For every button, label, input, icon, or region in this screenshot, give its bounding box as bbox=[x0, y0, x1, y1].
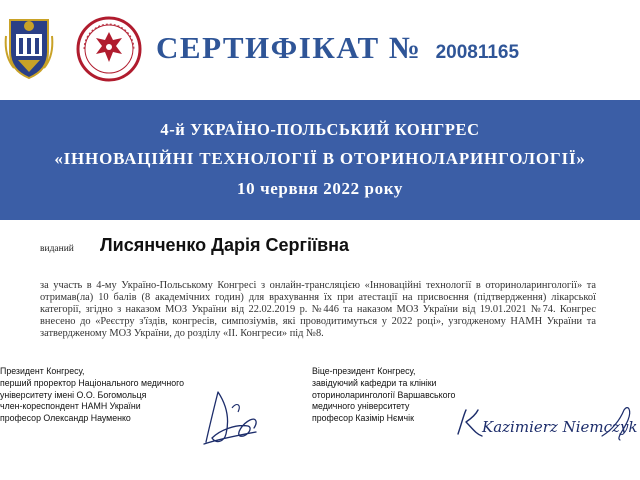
certificate-number: 20081165 bbox=[435, 42, 520, 63]
signatory-left-title: член-кореспондент НАМН України bbox=[0, 401, 141, 412]
signatory-left-position: перший проректор Національного медичного bbox=[0, 377, 185, 388]
signature-left bbox=[196, 384, 266, 454]
signatory-right-department: оториноларингології Варшавського bbox=[312, 389, 456, 400]
event-name: 4-й УКРАЇНО-ПОЛЬСЬКИЙ КОНГРЕС bbox=[160, 120, 480, 139]
medical-university-warsaw-seal bbox=[76, 16, 142, 82]
issued-label: виданий bbox=[40, 244, 74, 254]
university-crest-logo bbox=[4, 16, 54, 80]
certificate-title bbox=[156, 30, 519, 70]
event-theme: «ІННОВАЦІЙНІ ТЕХНОЛОГІЇ В ОТОРИНОЛАРИНГОЛОГІЇ» bbox=[54, 149, 586, 168]
signatory-left-name: професор Олександр Науменко bbox=[0, 413, 131, 424]
signatory-left-role: Президент Конгресу, bbox=[0, 366, 85, 376]
signatory-right-name: професор Казімір Нємчік bbox=[312, 413, 414, 424]
signature-right bbox=[452, 400, 638, 446]
certificate-word: СЕРТИФІКАТ № bbox=[156, 30, 422, 65]
certificate-body: за участь в 4-му Україно-Польському Конгресі з онлайн-трансляцією «Інноваційні технології в оториноларингології» та отримав(ла) 10 балів (8 академічних годин) для врахування їх при атестації на присвоєння (підтвердження) лікарської категорії, згідно з наказом МОЗ України від 22.02.2019 р. №446 та наказом МОЗ України від 19.01.2021 №74. Конгрес внесено до «Реєстру з'їздів, конгресів, симпозіумів, які проводитимуться у 2022 році», узгодженому НАМН України та затвердженому МОЗ України, до розділу «ІІ. Конгреси» під №8. bbox=[40, 280, 596, 339]
recipient-row bbox=[40, 235, 349, 265]
logo-group bbox=[4, 16, 144, 86]
signatory-right-position: завідуючий кафедри та клініки bbox=[312, 377, 437, 388]
signatory-right-institution: медичного університету bbox=[312, 401, 410, 412]
event-banner bbox=[0, 100, 640, 220]
signatory-left-institution: університету імені О.О. Богомольця bbox=[0, 389, 147, 400]
signatory-right-role: Віце-президент Конгресу, bbox=[312, 366, 416, 376]
recipient-name: Лисянченко Дарія Сергіївна bbox=[100, 235, 350, 255]
signature-right-text: Kazimierz Niemczyk bbox=[482, 418, 638, 436]
event-date: 10 червня 2022 року bbox=[237, 179, 403, 198]
